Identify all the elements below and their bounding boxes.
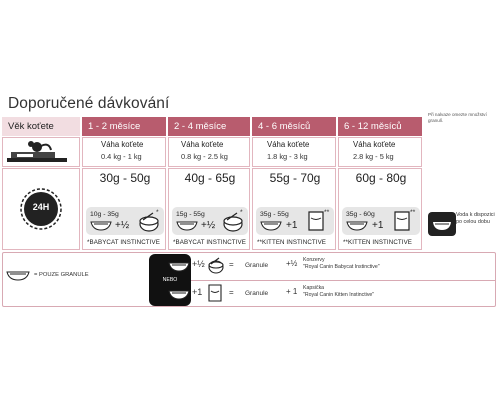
kitten-scale-icon xyxy=(3,138,79,166)
weight-cell-2 xyxy=(168,137,250,167)
wet-tile xyxy=(86,207,164,235)
dry-amount: 60g - 80g xyxy=(355,171,407,185)
dry-amount: 30g - 50g xyxy=(99,171,151,185)
page-title: Doporučené dávkování xyxy=(8,95,170,112)
legend-row1-label: Konzervy xyxy=(303,257,325,263)
wet-amount: 15g - 55g xyxy=(176,211,205,218)
pouch-icon xyxy=(306,210,326,232)
weight-label: Váha koťete xyxy=(181,140,224,149)
wet-plus: +½ xyxy=(201,220,216,231)
feeding-cell-1 xyxy=(82,168,166,250)
weight-cell-1 xyxy=(82,137,166,167)
weight-range: 0.8 kg - 2.5 kg xyxy=(181,152,228,161)
wet-plus: +1 xyxy=(286,220,298,231)
pouch-icon xyxy=(392,210,412,232)
wet-mark: * xyxy=(156,209,159,216)
product-label: *BABYCAT INSTINCTIVE xyxy=(87,239,160,246)
weight-cell-4 xyxy=(338,137,422,167)
header-col-4: 6 - 12 měsíců xyxy=(338,117,422,136)
header-age-label: Věk koťete xyxy=(2,117,80,136)
legend-row1-plus: +½ xyxy=(192,259,205,269)
wet-tile xyxy=(256,207,334,235)
legend-row2-product: "Royal Canin Kitten Instinctive" xyxy=(303,292,375,298)
weight-range: 1.8 kg - 3 kg xyxy=(267,152,308,161)
dry-amount: 55g - 70g xyxy=(269,171,321,185)
weight-label: Váha koťete xyxy=(267,140,310,149)
feeding-cell-4 xyxy=(338,168,422,250)
bowl-icon xyxy=(168,288,190,300)
legend-divider xyxy=(191,280,495,281)
water-note: Voda k dispozici po celou dobu xyxy=(456,212,495,225)
feeding-cell-2 xyxy=(168,168,250,250)
dry-amount: 40g - 65g xyxy=(184,171,236,185)
header-col-3: 4 - 6 měsíců xyxy=(252,117,336,136)
legend-row1-product: "Royal Canin Babycat Instinctive" xyxy=(303,264,380,270)
bowl-icon xyxy=(168,260,190,272)
legend-nebo: NEBO xyxy=(149,254,191,306)
weight-label: Váha koťete xyxy=(101,140,144,149)
wet-tile xyxy=(172,207,248,235)
product-label: **KITTEN INSTINCTIVE xyxy=(343,239,413,246)
can-icon xyxy=(207,256,225,274)
bowl-icon xyxy=(260,219,282,231)
legend-row2-label: Kapsička xyxy=(303,285,325,291)
weight-label: Váha koťete xyxy=(353,140,396,149)
header-col-2: 2 - 4 měsíce xyxy=(168,117,250,136)
legend-row2-granule: Granule xyxy=(245,290,269,297)
wet-mark: ** xyxy=(324,209,330,216)
weight-cell-3 xyxy=(252,137,336,167)
feeding-cell-3 xyxy=(252,168,336,250)
bowl-icon xyxy=(6,269,30,281)
bowl-icon xyxy=(176,219,198,231)
water-bowl-icon xyxy=(428,210,456,238)
product-label: **KITTEN INSTINCTIVE xyxy=(257,239,327,246)
wet-plus: +½ xyxy=(115,220,130,231)
legend-only-dry: = POUZE GRANULE xyxy=(34,272,89,278)
legend-row1-granule: Granule xyxy=(245,262,269,269)
clock-panel xyxy=(2,168,80,250)
legend-row2-op: + 1 xyxy=(286,287,298,296)
legend-row2-eq: = xyxy=(229,288,234,297)
wet-amount: 35g - 55g xyxy=(260,211,289,218)
bowl-icon xyxy=(90,219,112,231)
dosage-note: Při nalvaze omezte množství granulí. xyxy=(428,112,487,123)
wet-mark: ** xyxy=(410,209,416,216)
weight-range: 2.8 kg - 5 kg xyxy=(353,152,394,161)
scale-panel xyxy=(2,137,80,167)
wet-tile xyxy=(342,207,420,235)
weight-range: 0.4 kg - 1 kg xyxy=(101,152,142,161)
wet-plus: +1 xyxy=(372,220,384,231)
header-col-1: 1 - 2 měsíce xyxy=(82,117,166,136)
wet-amount: 10g - 35g xyxy=(90,211,119,218)
wet-mark: * xyxy=(240,209,243,216)
pouch-icon xyxy=(207,284,223,302)
wet-amount: 35g - 60g xyxy=(346,211,375,218)
legend-row1-op: +½ xyxy=(286,259,298,268)
clock-label: 24H xyxy=(32,202,50,212)
legend-row2-plus: +1 xyxy=(192,287,203,297)
bowl-icon xyxy=(346,219,368,231)
product-label: *BABYCAT INSTINCTIVE xyxy=(173,239,246,246)
legend-row1-eq: = xyxy=(229,260,234,269)
